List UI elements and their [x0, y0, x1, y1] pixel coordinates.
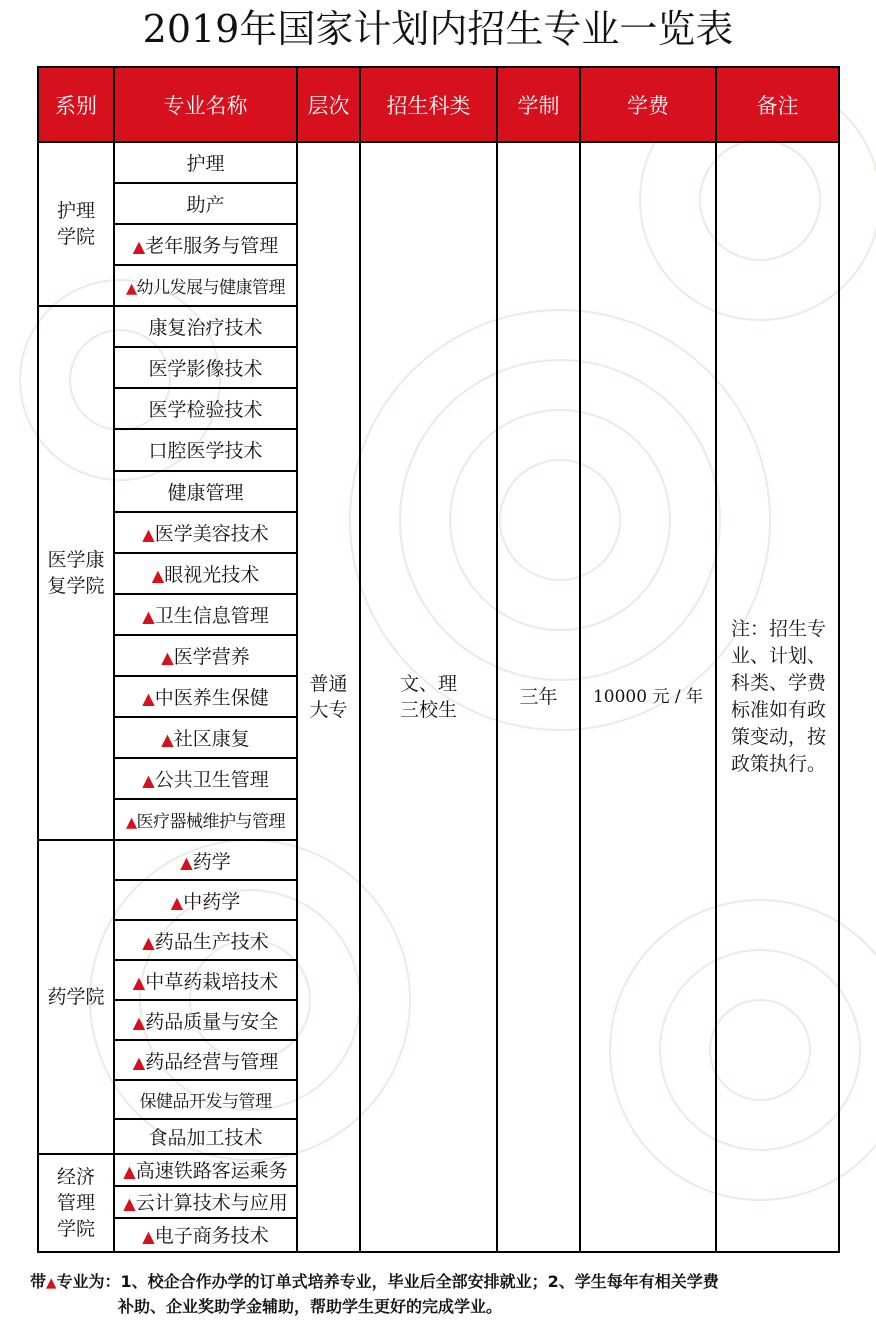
- triangle-marker-icon: ▲: [142, 1227, 155, 1247]
- header-category: 招生科类: [360, 67, 497, 142]
- major-name-cell: [114, 676, 297, 717]
- major-name-cell: [114, 635, 297, 676]
- major-name-cell: [114, 1040, 297, 1080]
- category-cell-line: 文、理: [399, 673, 457, 695]
- department-name-line: 学院: [56, 226, 95, 249]
- department-cell: [38, 840, 114, 1154]
- major-name: 药品生产技术: [154, 930, 269, 953]
- major-name: 药品经营与管理: [145, 1050, 279, 1073]
- remarks-cell-line: 策变动，按: [730, 726, 826, 748]
- triangle-marker-icon: ▲: [132, 237, 146, 257]
- major-name-cell: [114, 265, 297, 306]
- triangle-marker-icon: ▲: [123, 1162, 136, 1182]
- major-name-cell: [114, 512, 297, 553]
- major-name: 社区康复: [173, 727, 250, 750]
- major-name-cell: [114, 429, 297, 470]
- major-name: 眼视光技术: [164, 563, 260, 586]
- major-name: 食品加工技术: [148, 1126, 263, 1149]
- header-major-name: 专业名称: [114, 67, 297, 142]
- major-name-cell: [114, 880, 297, 920]
- major-name: 云计算技术与应用: [135, 1192, 288, 1215]
- majors-table: [37, 66, 840, 1253]
- category-cell-line: 三校生: [399, 699, 457, 721]
- triangle-marker-icon: ▲: [123, 1194, 136, 1214]
- major-name: 卫生信息管理: [154, 604, 269, 627]
- major-name: 药学: [192, 850, 231, 873]
- major-name: 电子商务技术: [154, 1225, 269, 1248]
- major-name: 公共卫生管理: [154, 768, 269, 791]
- major-name-cell: [114, 471, 297, 512]
- major-name-cell: [114, 960, 297, 1000]
- table-row: [38, 142, 839, 183]
- footer-line-2: 补助、企业奖助学金辅助，帮助学生更好的完成学业。: [118, 1297, 503, 1316]
- major-name: 护理: [186, 153, 225, 176]
- level-cell: [297, 142, 360, 1252]
- major-name-cell: [114, 553, 297, 594]
- major-name: 中药学: [183, 890, 241, 913]
- triangle-marker-icon: ▲: [142, 606, 155, 626]
- major-name-cell: [114, 1000, 297, 1040]
- major-name: 高速铁路客运乘务: [135, 1160, 288, 1183]
- department-cell: [38, 142, 114, 306]
- major-name-cell: [114, 1119, 297, 1154]
- header-remarks: 备注: [716, 67, 839, 142]
- triangle-marker-icon: ▲: [142, 688, 155, 708]
- level-cell-line: 普通: [309, 673, 348, 695]
- major-name: 医疗器械维护与管理: [136, 812, 286, 833]
- major-name: 健康管理: [167, 481, 244, 504]
- triangle-marker-icon: ▲: [125, 815, 137, 832]
- major-name-cell: [114, 1218, 297, 1252]
- triangle-marker-icon: ▲: [180, 852, 193, 872]
- major-name-cell: [114, 594, 297, 635]
- triangle-marker-icon: ▲: [151, 565, 165, 585]
- major-name: 幼儿发展与健康管理: [136, 278, 286, 299]
- major-name-cell: [114, 799, 297, 840]
- major-name-cell: [114, 388, 297, 429]
- remarks-cell-line: 科类、学费: [730, 672, 826, 694]
- department-name-line: 复学院: [47, 575, 105, 598]
- triangle-marker-icon: ▲: [142, 932, 155, 952]
- category-cell: [360, 142, 497, 1252]
- major-name-cell: [114, 840, 297, 880]
- department-cell: [38, 306, 114, 840]
- department-name-line: 经济: [56, 1165, 95, 1188]
- major-name-cell: [114, 142, 297, 183]
- major-name: 助产: [186, 194, 225, 217]
- footer-note: [30, 1270, 860, 1319]
- major-name-cell: [114, 1080, 297, 1118]
- triangle-marker-icon: ▲: [161, 647, 174, 667]
- major-name: 医学影像技术: [148, 358, 263, 381]
- major-name: 医学营养: [173, 645, 250, 668]
- header-tuition: 学费: [580, 67, 716, 142]
- table-header-row: [38, 67, 839, 142]
- major-name: 医学检验技术: [148, 399, 263, 422]
- triangle-marker-icon: ▲: [132, 972, 146, 992]
- major-name-cell: [114, 224, 297, 265]
- major-name: 医学美容技术: [154, 522, 269, 545]
- department-name-line: 护理: [56, 200, 95, 223]
- major-name-cell: [114, 183, 297, 224]
- major-name: 中医养生保健: [154, 686, 269, 709]
- department-name-line: 管理: [56, 1191, 95, 1214]
- remarks-cell-line: 政策执行。: [730, 753, 826, 775]
- major-name-cell: [114, 1186, 297, 1218]
- department-name-line: 药学院: [47, 985, 105, 1008]
- major-name: 保健品开发与管理: [139, 1091, 272, 1112]
- major-name-cell: [114, 306, 297, 347]
- tuition-cell: 10000 元 / 年: [580, 142, 716, 1252]
- header-level: 层次: [297, 67, 360, 142]
- triangle-marker-icon: ▲: [142, 524, 155, 544]
- triangle-marker-icon: ▲: [161, 729, 174, 749]
- department-cell: [38, 1154, 114, 1252]
- major-name: 药品质量与安全: [145, 1010, 279, 1033]
- major-name-cell: [114, 758, 297, 799]
- table-body: [38, 142, 839, 1252]
- major-name-cell: [114, 1154, 297, 1186]
- major-name-cell: [114, 347, 297, 388]
- major-name: 中草药栽培技术: [145, 970, 279, 993]
- footer-line-1-text: 专业为：1、校企合作办学的订单式培养专业，毕业后全部安排就业；2、学生每年有相关学费: [56, 1272, 719, 1291]
- remarks-cell-line: 业、计划、: [730, 645, 826, 667]
- footer-prefix: 带: [30, 1272, 47, 1291]
- major-name-cell: [114, 717, 297, 758]
- major-name-cell: [114, 920, 297, 960]
- department-name-line: 学院: [56, 1217, 95, 1240]
- triangle-marker-icon: ▲: [125, 281, 137, 298]
- remarks-cell-line: 注：招生专: [730, 618, 826, 640]
- triangle-marker-icon: ▲: [132, 1012, 146, 1032]
- footer-line-1: [30, 1270, 860, 1295]
- major-name: 康复治疗技术: [148, 317, 263, 340]
- triangle-marker-icon: ▲: [132, 1052, 146, 1072]
- page-title: 2019年国家计划内招生专业一览表: [142, 7, 734, 51]
- department-name-line: 医学康: [47, 549, 105, 572]
- header-duration: 学制: [497, 67, 580, 142]
- duration-cell: 三年: [497, 142, 580, 1252]
- triangle-marker-icon: ▲: [142, 770, 155, 790]
- triangle-marker-icon: ▲: [170, 892, 184, 912]
- remarks-cell-line: 标准如有政: [730, 699, 826, 721]
- header-department: 系别: [38, 67, 114, 142]
- level-cell-line: 大专: [309, 699, 348, 721]
- triangle-marker-icon: ▲: [46, 1275, 57, 1291]
- remarks-cell: [716, 142, 839, 1252]
- major-name: 口腔医学技术: [148, 440, 263, 463]
- major-name: 老年服务与管理: [145, 235, 279, 258]
